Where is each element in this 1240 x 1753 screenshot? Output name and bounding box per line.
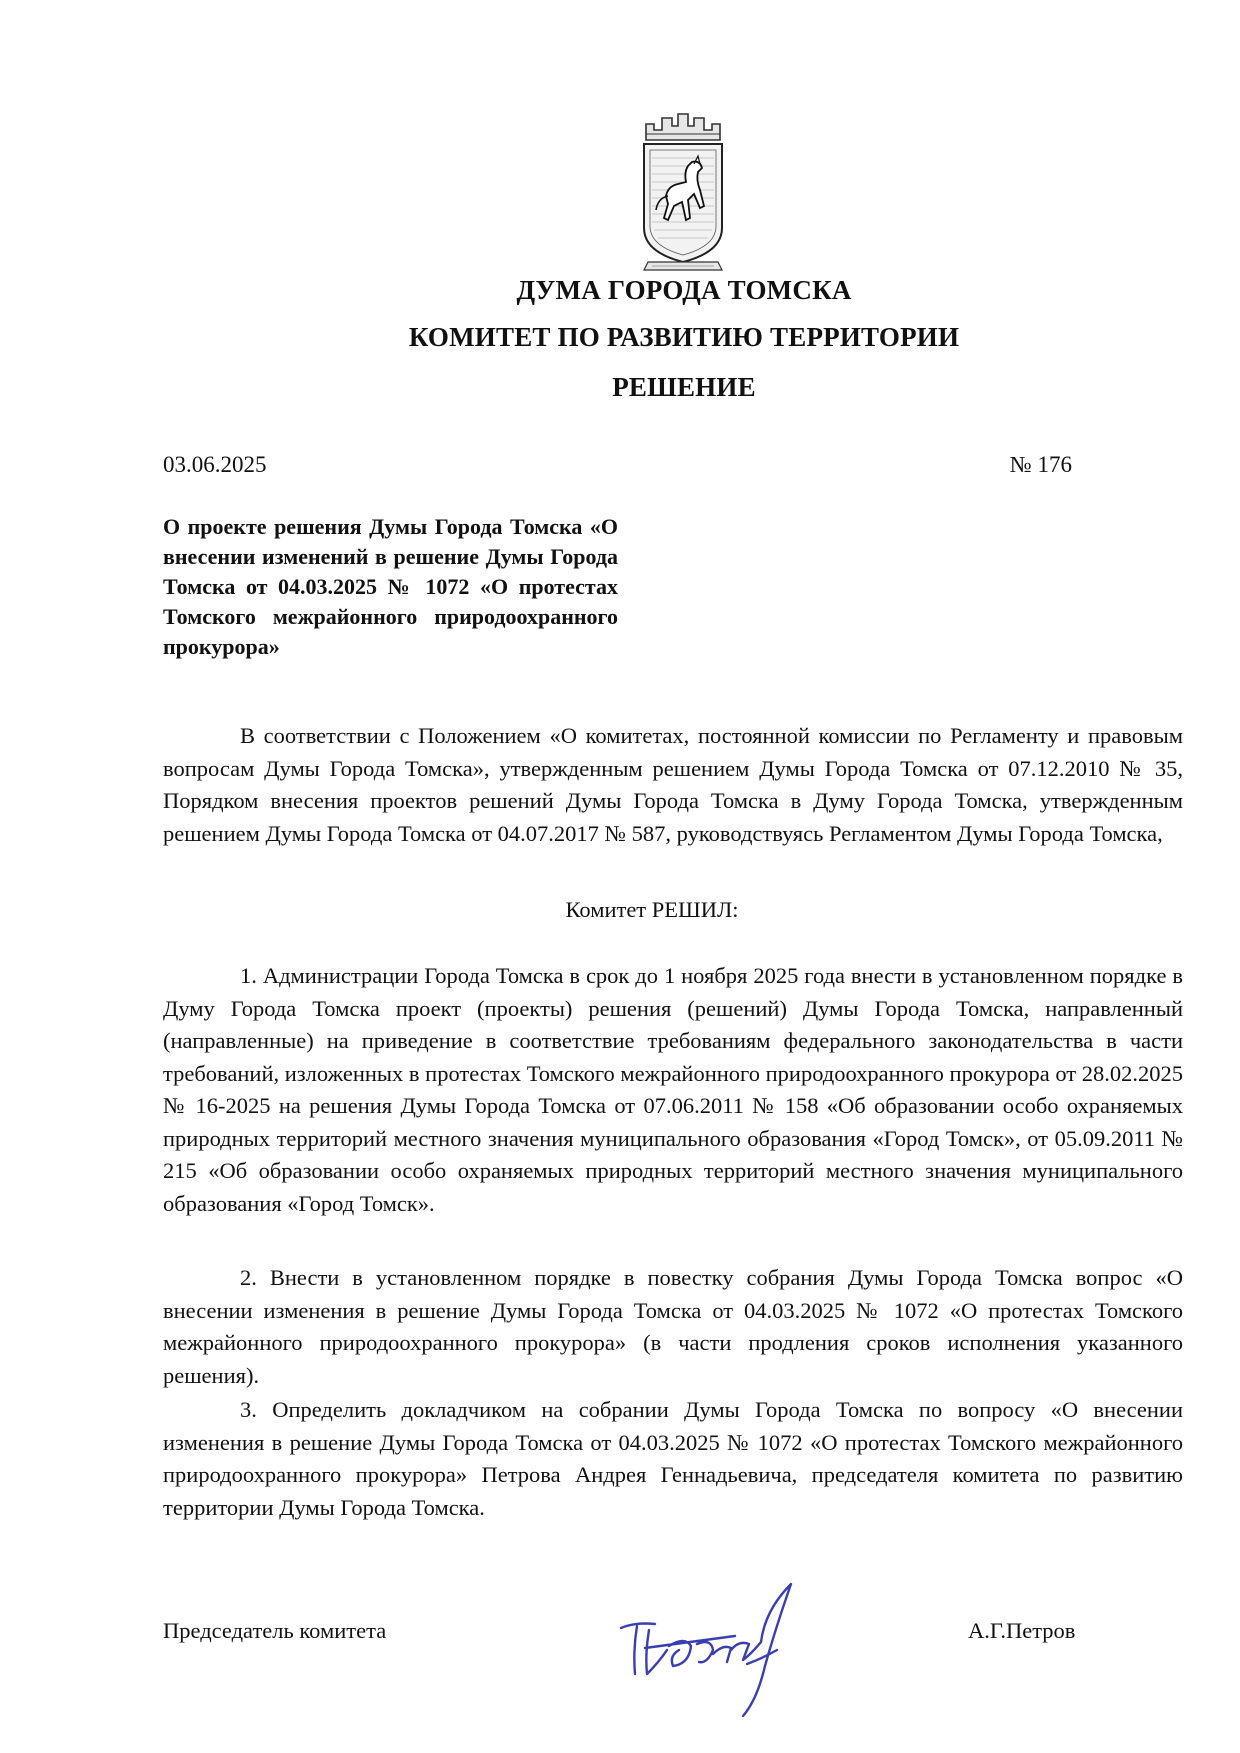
decided-heading: Комитет РЕШИЛ: <box>565 897 739 922</box>
document-subject: О проекте решения Думы Города Томска «О внесении изменений в решение Думы Города Томска от 04.03.2025 № 1072 «О протестах Томского межрайонного природоохранного прокурора» <box>163 514 618 659</box>
signatory-name: А.Г.Петров <box>968 1618 1076 1643</box>
document-date: 03.06.2025 <box>163 452 267 477</box>
org-title: ДУМА ГОРОДА ТОМСКА <box>516 275 852 305</box>
decision-item-1: 1. Администрации Города Томска в срок до 1 ноября 2025 года внести в установленном порядке в Думу Города Томска проект (проекты) решения (решений) Думы Города Томска, направленный (направленные) на приведение в соответствие требованиям федерального законодательства в части требований, изложенных в протестах Томского межрайонного природоохранного прокурора от 28.02.2025 № 16-2025 на решения Думы Города Томска от 07.06.2011 № 158 «Об образовании особо охраняемых природных территорий местного значения муниципального образования «Город Томск», от 05.09.2011 № 215 «Об образовании особо охраняемых природных территорий местного значения муниципального образования «Город Томск». <box>163 963 1183 1216</box>
document-number: № 176 <box>1009 452 1072 477</box>
document-type: РЕШЕНИЕ <box>612 372 756 402</box>
committee-title: КОМИТЕТ ПО РАЗВИТИЮ ТЕРРИТОРИИ <box>408 322 960 352</box>
preamble-paragraph: В соответствии с Положением «О комитетах, постоянной комиссии по Регламенту и правовым вопросам Думы Города Томска», утвержденным решением Думы Города Томска от 07.12.2010 № 35, Порядком внесения проектов решений Думы Города Томска в Думу Города Томска, утвержденным решением Думы Города Томска от 04.07.2017 № 587, руководствуясь Регламентом Думы Города Томска, <box>163 723 1183 846</box>
signatory-role: Председатель комитета <box>163 1618 387 1643</box>
decision-item-3: 3. Определить докладчиком на собрании Думы Города Томска по вопросу «О внесении изменения в решение Думы Города Томска от 04.03.2025 № 1072 «О протестах Томского межрайонного природоохранного прокурора» Петрова Андрея Геннадьевича, председателя комитета по развитию территории Думы Города Томска. <box>163 1397 1183 1520</box>
handwritten-signature <box>615 1570 835 1720</box>
decision-item-2: 2. Внести в установленном порядке в повестку собрания Думы Города Томска вопрос «О внесении изменения в решение Думы Города Томска от 04.03.2025 № 1072 «О протестах Томского межрайонного природоохранного прокурора» (в части продления сроков исполнения указанного решения). <box>163 1265 1183 1388</box>
tomsk-coat-of-arms-icon <box>638 110 728 280</box>
